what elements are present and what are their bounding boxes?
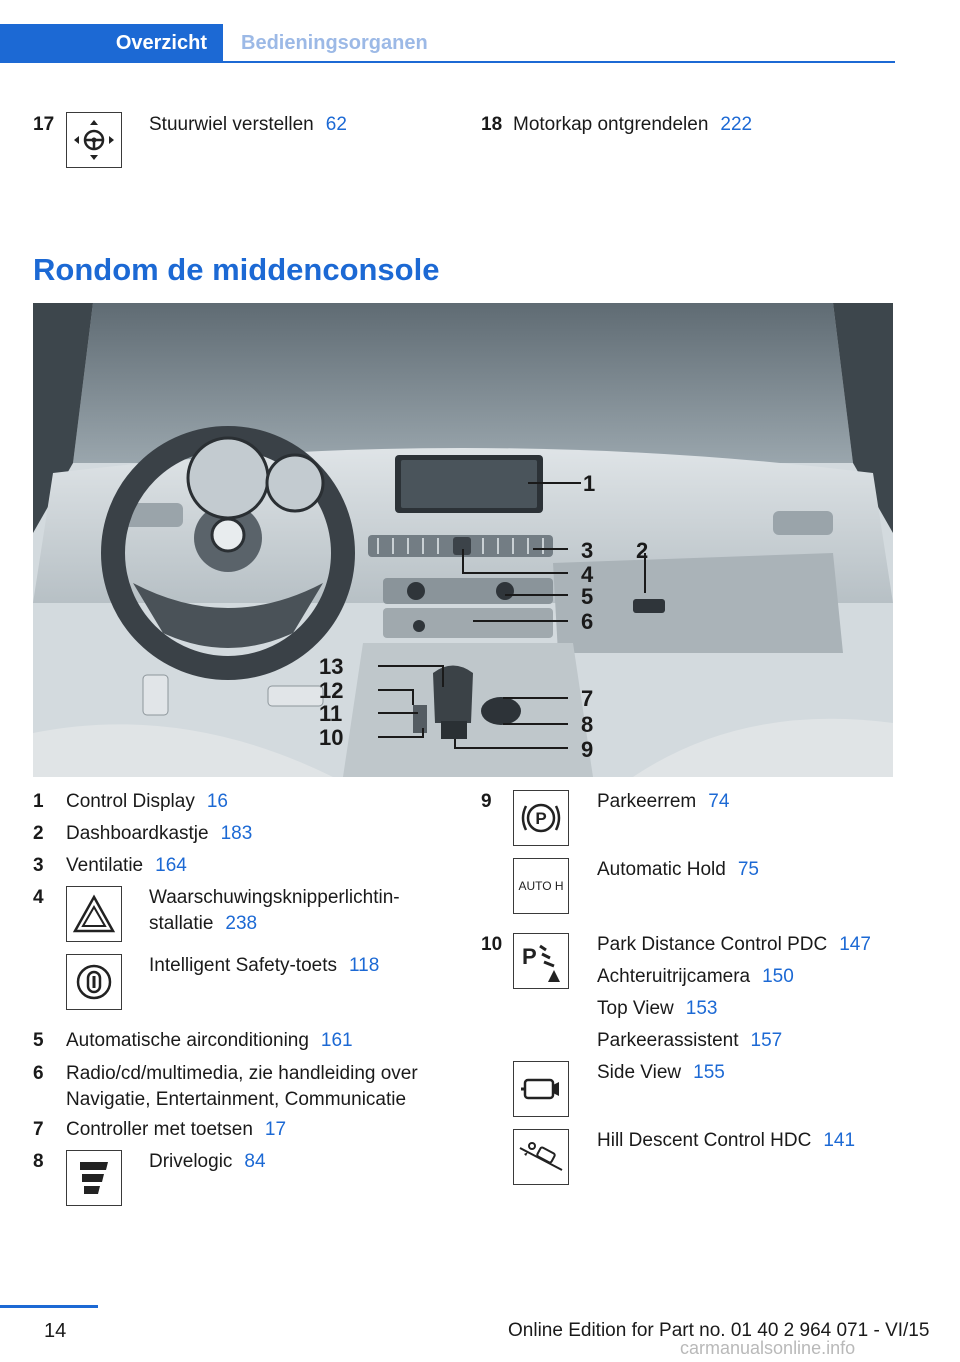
item-number-6: 6	[33, 1063, 44, 1084]
page-ref-141[interactable]: 141	[823, 1130, 856, 1151]
page-ref-74[interactable]: 74	[708, 791, 730, 812]
steering-wheel-adjust-icon	[66, 112, 122, 168]
auto-hold-icon: AUTO H	[513, 858, 569, 914]
item-label-18: Motorkap ontgrendelen 222	[513, 114, 753, 135]
page-ref-164[interactable]: 164	[155, 855, 187, 876]
callout-11: 11	[319, 701, 343, 726]
watermark: carmanualsonline.info	[680, 1338, 856, 1358]
callout-5: 5	[581, 584, 594, 609]
item-label-park-assistant: Parkeerassistent 157	[597, 1030, 783, 1051]
item-number-18: 18	[481, 114, 503, 135]
page-ref-62[interactable]: 62	[325, 114, 347, 135]
item-label-side-view: Side View 155	[597, 1062, 725, 1083]
item-label-5: Automatische airconditioning 161	[66, 1030, 353, 1051]
footer-accent-line	[0, 1305, 98, 1308]
item-number-7: 7	[33, 1119, 44, 1140]
item-number-4: 4	[33, 887, 44, 908]
page-ref-17[interactable]: 17	[264, 1119, 287, 1140]
item-number-10: 10	[481, 934, 503, 955]
svg-text:P: P	[535, 809, 547, 828]
item-label-10: Park Distance Control PDC 147	[597, 934, 871, 955]
item-label-6: Radio/cd/multimedia, zie handleiding over Navigatie, Entertainment, Communicatie	[66, 1063, 418, 1110]
svg-text:P: P	[522, 944, 537, 969]
page-ref-161[interactable]: 161	[320, 1030, 353, 1051]
tab-bedieningsorganen[interactable]: Bedieningsorganen	[241, 31, 428, 54]
page-ref-118[interactable]: 118	[349, 955, 380, 976]
page-ref-155[interactable]: 155	[693, 1062, 725, 1083]
item-label-17: Stuurwiel verstellen 62	[149, 114, 347, 135]
item-label-top-view: Top View 153	[597, 998, 718, 1019]
callout-4: 4	[581, 562, 594, 587]
callout-9: 9	[581, 737, 594, 762]
callout-13: 13	[319, 654, 344, 679]
page-ref-157[interactable]: 157	[750, 1030, 783, 1051]
tab-overzicht[interactable]: Overzicht	[0, 24, 223, 62]
item-number-2: 2	[33, 823, 44, 844]
item-number-9: 9	[481, 791, 492, 812]
parking-brake-icon	[513, 790, 569, 846]
page-ref-183[interactable]: 183	[220, 823, 253, 844]
page-ref-153[interactable]: 153	[685, 998, 718, 1019]
item-label-7: Controller met toetsen 17	[66, 1119, 287, 1140]
section-title: Rondom de middenconsole	[33, 252, 440, 287]
item-label-8: Drivelogic 84	[149, 1151, 266, 1172]
callout-1: 1	[583, 471, 596, 496]
center-console-illustration	[33, 303, 893, 777]
drivelogic-icon	[66, 1150, 122, 1206]
page-ref-150[interactable]: 150	[762, 966, 794, 987]
chapter-header	[0, 24, 895, 62]
park-distance-icon	[513, 933, 569, 989]
header-underline	[0, 61, 895, 63]
item-number-8: 8	[33, 1151, 44, 1172]
callout-3: 3	[581, 538, 594, 563]
page-ref-147[interactable]: 147	[839, 934, 871, 955]
callout-6: 6	[581, 609, 594, 634]
hill-descent-icon	[513, 1129, 569, 1185]
item-label-reversing-camera: Achteruitrijcamera 150	[597, 966, 794, 987]
callout-2: 2	[636, 538, 649, 563]
page-ref-222[interactable]: 222	[720, 114, 753, 135]
page-ref-84[interactable]: 84	[244, 1151, 266, 1172]
item-label-2: Dashboardkastje 183	[66, 823, 253, 844]
item-label-1: Control Display 16	[66, 791, 228, 812]
callout-10: 10	[319, 725, 344, 750]
page-ref-16[interactable]: 16	[206, 791, 228, 812]
page-ref-75[interactable]: 75	[737, 859, 759, 880]
item-label-3: Ventilatie 164	[66, 855, 187, 876]
item-label-intelligent-safety: Intelligent Safety-toets 118	[149, 955, 380, 976]
page-number: 14	[44, 1320, 67, 1342]
page-ref-238[interactable]: 238	[225, 913, 258, 934]
side-view-camera-icon	[513, 1061, 569, 1117]
item-number-1: 1	[33, 791, 44, 812]
item-number-3: 3	[33, 855, 44, 876]
item-label-hill-descent: Hill Descent Control HDC 141	[597, 1130, 856, 1151]
item-number-17: 17	[33, 114, 55, 135]
intelligent-safety-icon	[66, 954, 122, 1010]
item-number-5: 5	[33, 1030, 44, 1051]
item-label-9: Parkeerrem 74	[597, 791, 730, 812]
callout-8: 8	[581, 712, 594, 737]
item-label-auto-hold: Automatic Hold 75	[597, 859, 759, 880]
callout-12: 12	[319, 678, 344, 703]
hazard-warning-icon	[66, 886, 122, 942]
edition-text: Online Edition for Part no. 01 40 2 964 071 - VI/15	[508, 1320, 930, 1341]
item-label-4: Waarschuwingsknipperlichtin‐ stallatie 238	[149, 887, 400, 934]
callout-7: 7	[581, 686, 594, 711]
